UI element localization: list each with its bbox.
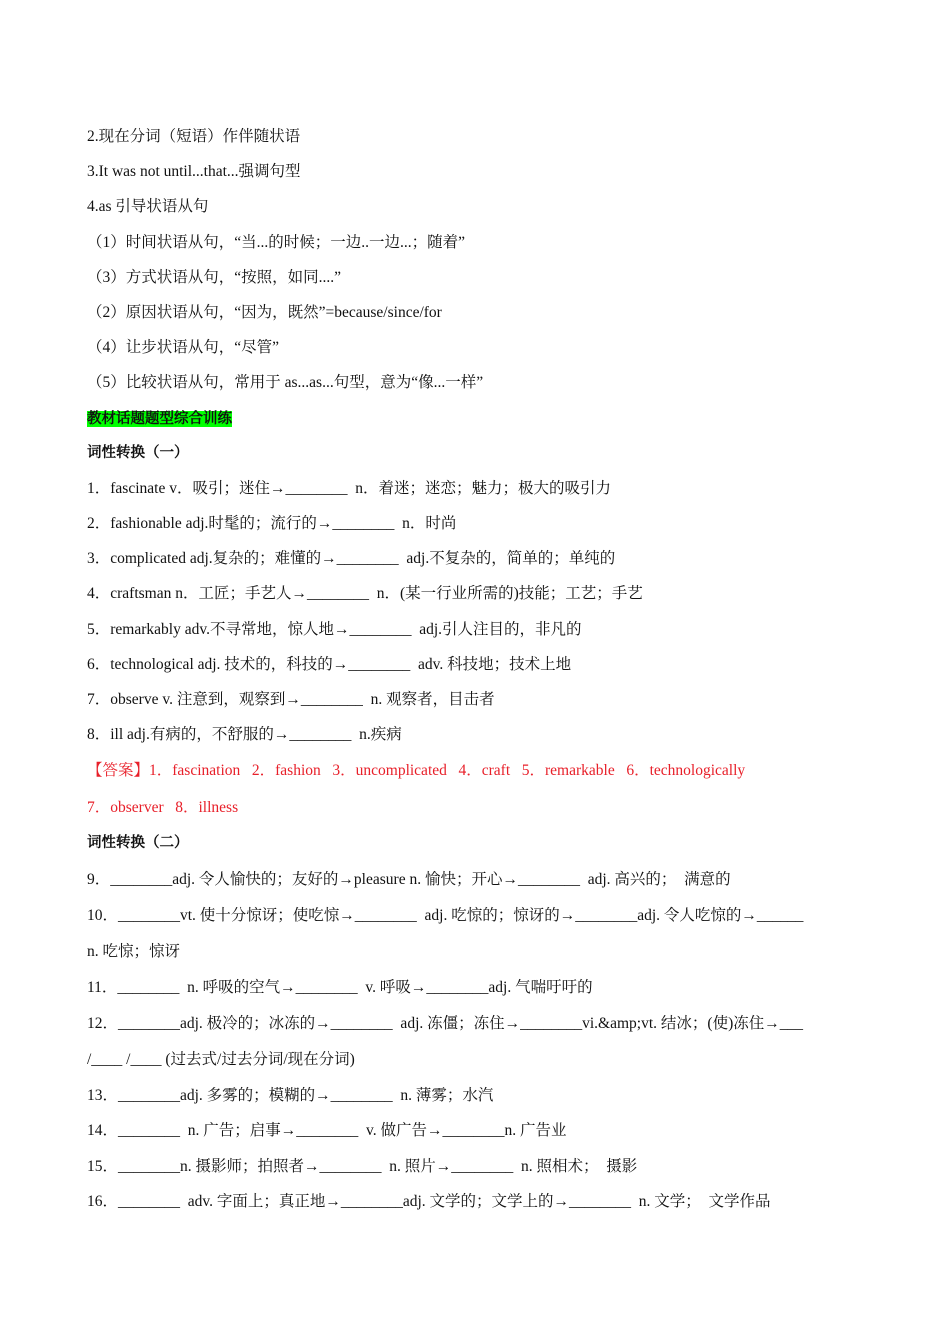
exercise-item: 16．________ adv. 字面上；真正地→________adj. 文学的；文学上的→________ n. 文学； 文学作品 <box>87 1192 771 1210</box>
exercise-item: 9．________adj. 令人愉快的；友好的→pleasure n. 愉快；开心→________ adj. 高兴的； 满意的 <box>87 870 731 888</box>
exercise-item: 12．________adj. 极冷的；冰冻的→________ adj. 冻僵；冻住→________vi.&amp;vt. 结冰；(使)冻住→___ <box>87 1014 803 1032</box>
exercise-item: 14．________ n. 广告；启事→________ v. 做广告→________n. 广告业 <box>87 1122 567 1140</box>
intro-line: 4.as 引导状语从句 <box>87 198 209 216</box>
exercise-item: 8．ill adj.有病的，不舒服的→________ n.疾病 <box>87 726 402 744</box>
document-page <box>87 119 867 1219</box>
exercise-item: 5．remarkably adv.不寻常地，惊人地→________ adj.引人注目的，非凡的 <box>87 620 582 638</box>
answer-line: 【答案】1．fascination 2．fashion 3．uncomplicated 4．craft 5．remarkable 6．technologically <box>87 762 746 780</box>
exercise-item: 11．________ n. 呼吸的空气→________ v. 呼吸→________adj. 气喘吁吁的 <box>87 978 593 996</box>
exercise-item: 4．craftsman n．工匠；手艺人→________ n．(某一行业所需的)技能；工艺；手艺 <box>87 585 643 603</box>
intro-line: 2.现在分词（短语）作伴随状语 <box>87 128 301 145</box>
exercise-item: 3．complicated adj.复杂的；难懂的→________ adj.不复杂的，简单的；单纯的 <box>87 550 616 568</box>
exercise-item-cont: /____ /____ (过去式/过去分词/现在分词) <box>87 1051 355 1069</box>
exercise-item-cont: n. 吃惊；惊讶 <box>87 942 181 960</box>
exercise-item: 15．________n. 摄影师；拍照者→________ n. 照片→________ n. 照相术； 摄影 <box>87 1157 638 1175</box>
part1-heading: 词性转换（一） <box>87 444 189 461</box>
exercise-item: 13．________adj. 多雾的；模糊的→________ n. 薄雾；水汽 <box>87 1087 494 1105</box>
exercise-item: 10．________vt. 使十分惊讶；使吃惊→________ adj. 吃惊的；惊讶的→________adj. 令人吃惊的→______ <box>87 906 804 924</box>
answer-line: 7．observer 8．illness <box>87 799 239 817</box>
exercise-item: 1．fascinate v．吸引；迷住→________ n．着迷；迷恋；魅力；极大的吸引力 <box>87 479 611 497</box>
exercise-item: 6．technological adj. 技术的，科技的→________ adv. 科技地；技术上地 <box>87 655 572 673</box>
section-title: 教材话题题型综合训练 <box>87 410 232 427</box>
intro-line: （4）让步状语从句，“尽管” <box>87 339 280 357</box>
exercise-item: 2．fashionable adj.时髦的；流行的→________ n．时尚 <box>87 515 457 533</box>
intro-line: （1）时间状语从句，“当...的时候；一边..一边...；随着” <box>87 233 466 251</box>
intro-line: （3）方式状语从句，“按照，如同....” <box>87 268 342 286</box>
intro-line: （2）原因状语从句，“因为，既然”=because/since/for <box>87 303 442 321</box>
part2-heading: 词性转换（二） <box>87 835 189 852</box>
intro-line: （5）比较状语从句，常用于 as...as...句型，意为“像...一样” <box>87 374 484 392</box>
intro-line: 3.It was not until...that...强调句型 <box>87 163 301 181</box>
exercise-item: 7．observe v. 注意到，观察到→________ n. 观察者，目击者 <box>87 691 495 708</box>
